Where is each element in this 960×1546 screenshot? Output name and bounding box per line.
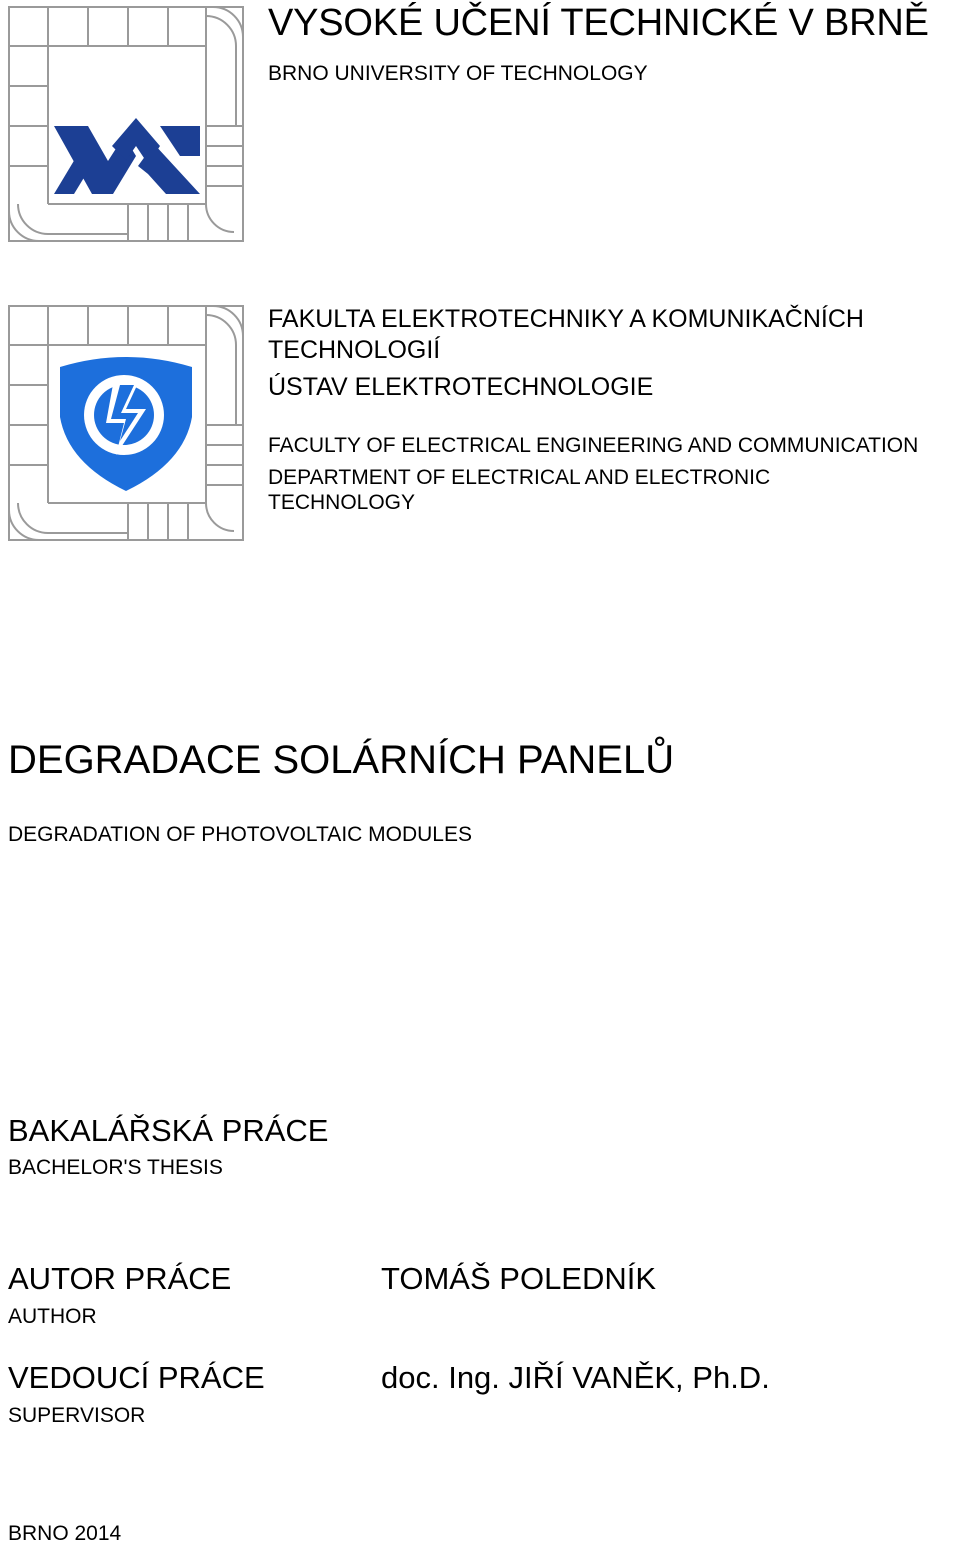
author-label-cz: AUTOR PRÁCE: [8, 1261, 232, 1296]
university-name-cz: VYSOKÉ UČENÍ TECHNICKÉ V BRNĚ: [268, 2, 929, 44]
faculty-logo-icon: [8, 305, 244, 541]
author-name: TOMÁŠ POLEDNÍK: [381, 1261, 657, 1296]
department-name-cz: ÚSTAV ELEKTROTECHNOLOGIE: [268, 373, 654, 401]
author-label-en: AUTHOR: [8, 1305, 97, 1328]
place-year: BRNO 2014: [8, 1522, 122, 1545]
department-name-en-line1: DEPARTMENT OF ELECTRICAL AND ELECTRONIC: [268, 466, 771, 489]
department-name-en-line2: TECHNOLOGY: [268, 491, 416, 514]
thesis-title-en: DEGRADATION OF PHOTOVOLTAIC MODULES: [8, 823, 472, 846]
thesis-title-cz: DEGRADACE SOLÁRNÍCH PANELŮ: [8, 738, 675, 782]
faculty-name-en: FACULTY OF ELECTRICAL ENGINEERING AND COMMUNICATION: [268, 434, 919, 457]
supervisor-label-en: SUPERVISOR: [8, 1404, 146, 1427]
university-logo-icon: [8, 6, 244, 242]
faculty-name-cz-line1: FAKULTA ELEKTROTECHNIKY A KOMUNIKAČNÍCH: [268, 305, 864, 333]
supervisor-name: doc. Ing. JIŘÍ VANĚK, Ph.D.: [381, 1360, 770, 1395]
supervisor-label-cz: VEDOUCÍ PRÁCE: [8, 1360, 265, 1395]
university-name-en: BRNO UNIVERSITY OF TECHNOLOGY: [268, 62, 648, 85]
thesis-type-en: BACHELOR'S THESIS: [8, 1156, 223, 1179]
thesis-type-cz: BAKALÁŘSKÁ PRÁCE: [8, 1113, 329, 1148]
faculty-name-cz-line2: TECHNOLOGIÍ: [268, 336, 441, 364]
